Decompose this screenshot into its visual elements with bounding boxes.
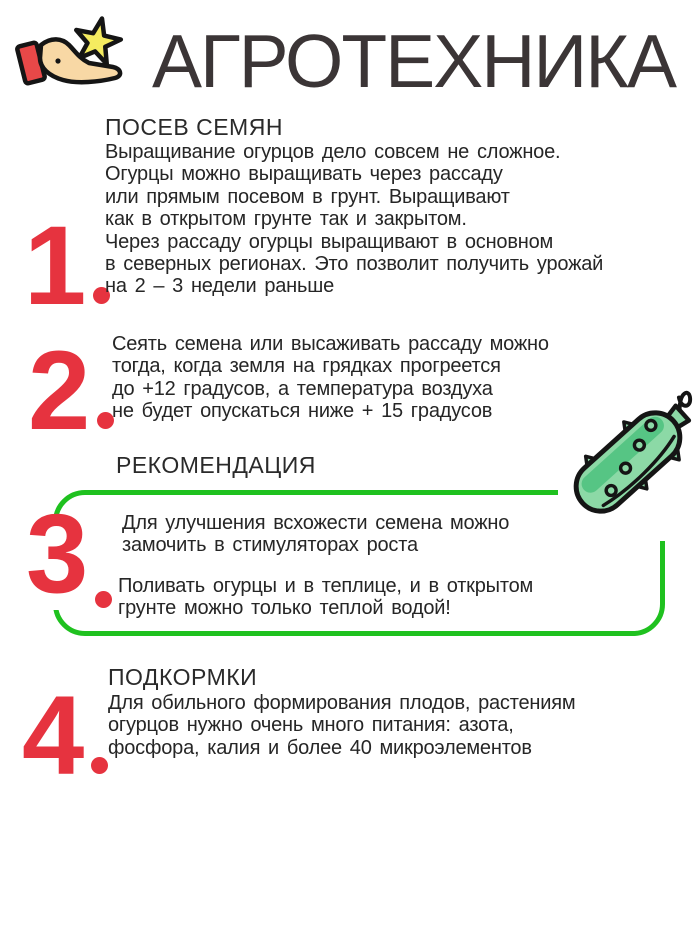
section-1-text <box>105 141 603 298</box>
text-line: Для обильного формирования плодов, растениям <box>108 692 576 714</box>
cucumber-icon <box>558 383 698 541</box>
section-2-text <box>112 333 549 423</box>
hand-offering-star-icon <box>15 12 135 107</box>
text-line: на 2 – 3 недели раньше <box>105 275 334 298</box>
text-line: в северных регионах. Это позволит получить урожай <box>105 253 604 276</box>
text-line: грунте можно только теплой водой! <box>118 597 451 620</box>
text-line: Сеять семена или высаживать рассаду можно <box>112 333 549 355</box>
text-line: тогда, когда земля на грядках прогреется <box>112 355 501 378</box>
text-line: до +12 градусов, а температура воздуха <box>112 377 493 400</box>
number-digit: 2 <box>28 328 91 453</box>
page-title: АГРОТЕХНИКА <box>152 19 675 103</box>
recommendation-paragraph-2 <box>118 575 533 620</box>
text-line: или прямым посевом в грунт. Выращивают <box>105 185 510 208</box>
section-4-number <box>22 673 108 798</box>
knuckle-dot <box>55 58 60 63</box>
number-digit: 3 <box>26 491 89 616</box>
section-1-number <box>24 203 110 328</box>
text-line: огурцов нужно очень много питания: азота, <box>108 714 514 737</box>
text-line: как в открытом грунте так и закрытом. <box>105 208 467 231</box>
recommendation-paragraph-1 <box>122 512 509 557</box>
section-3-heading: РЕКОМЕНДАЦИЯ <box>116 452 316 478</box>
text-line: не будет опускаться ниже + 15 градусов <box>112 400 493 423</box>
section-1-heading: ПОСЕВ СЕМЯН <box>105 114 283 140</box>
number-dot <box>95 591 112 608</box>
text-line: Через рассаду огурцы выращивают в основном <box>105 230 554 253</box>
section-3-number <box>22 491 116 616</box>
text-line: Для улучшения всхожести семена можно <box>122 512 510 534</box>
text-line: фосфора, калия и более 40 микроэлементов <box>108 736 532 759</box>
text-line: замочить в стимуляторах роста <box>122 534 418 557</box>
section-4-heading: ПОДКОРМКИ <box>108 664 258 690</box>
section-4-text <box>108 692 575 759</box>
text-line: Огурцы можно выращивать через рассаду <box>105 163 503 186</box>
number-digit: 4 <box>22 673 85 798</box>
text-line: Выращивание огурцов дело совсем не сложное. <box>105 141 561 163</box>
number-digit: 1 <box>24 203 87 328</box>
section-2-number <box>28 328 114 453</box>
text-line: Поливать огурцы и в теплице, и в открытом <box>118 575 534 597</box>
number-dot <box>91 757 108 774</box>
